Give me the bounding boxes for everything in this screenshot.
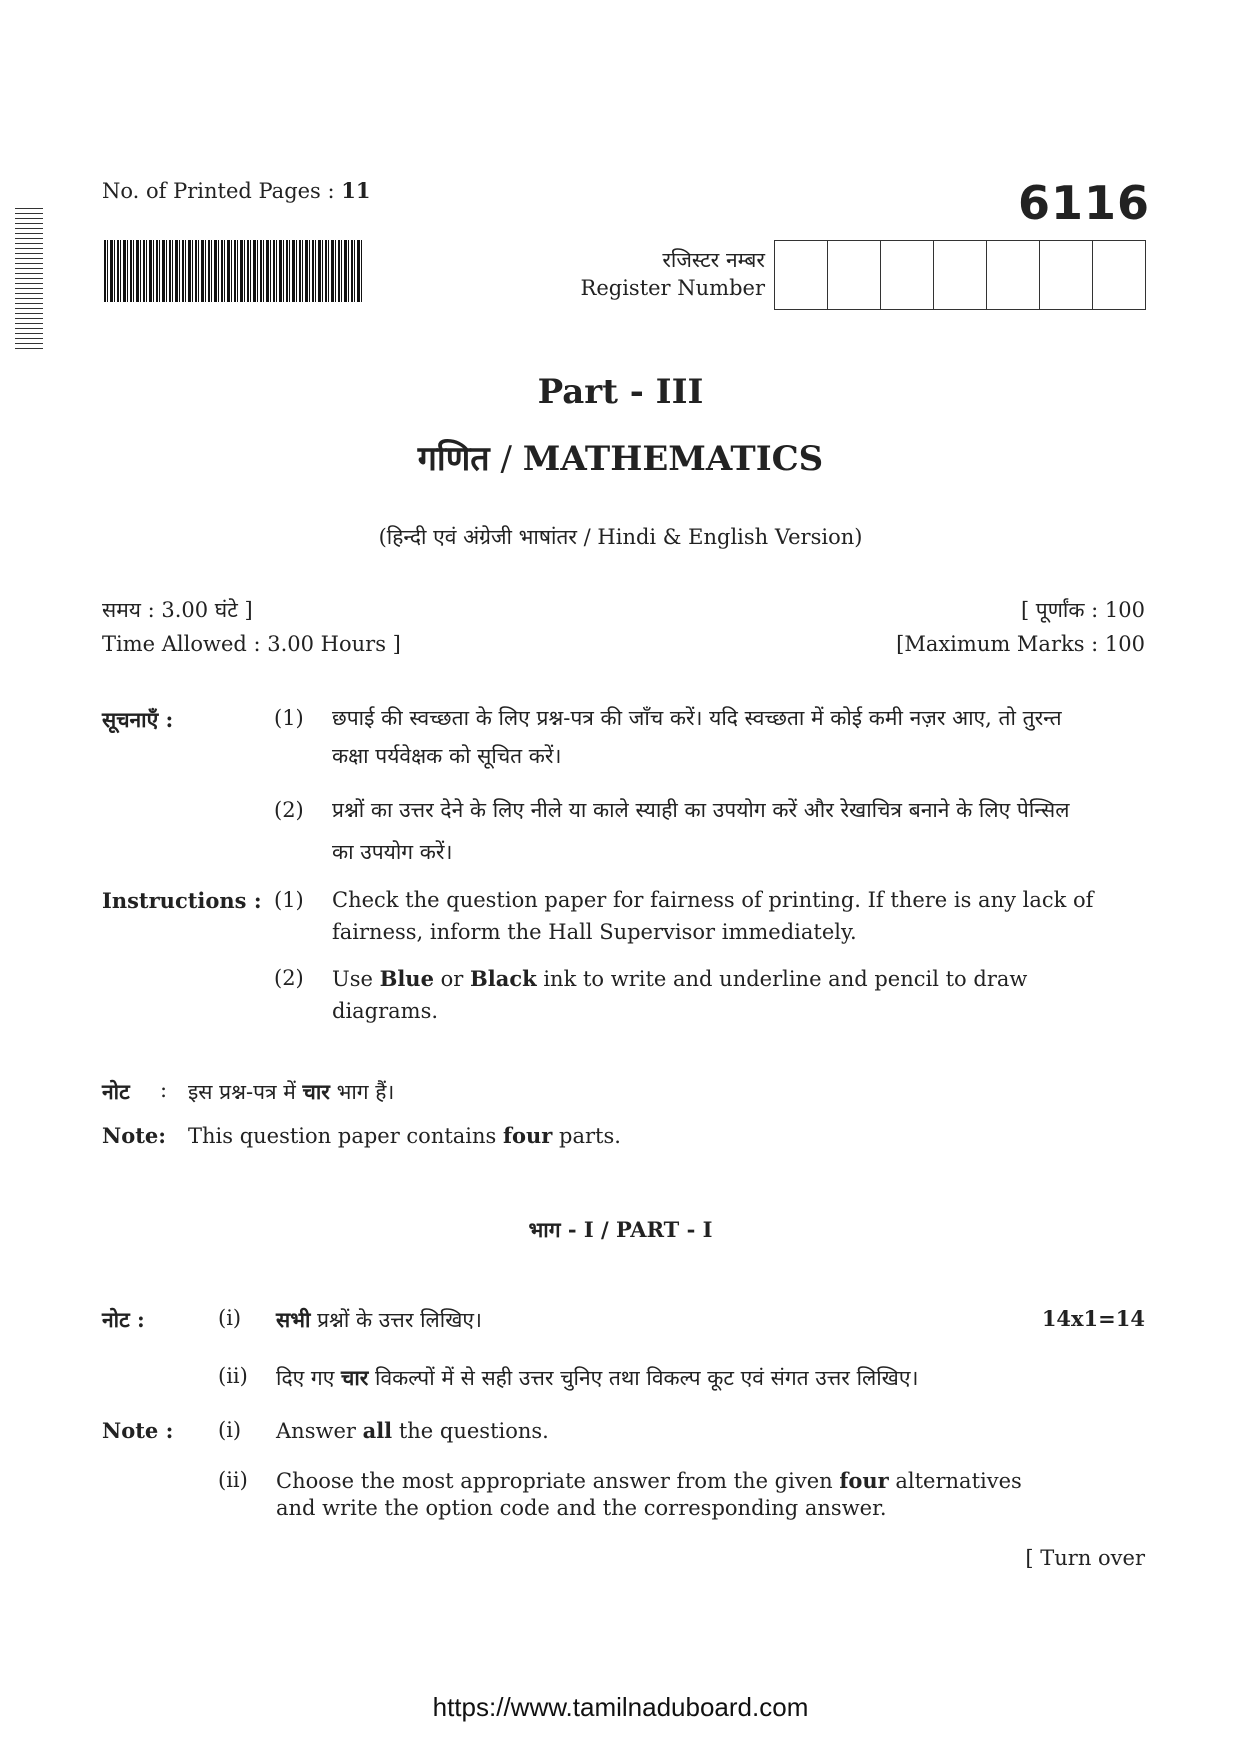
printed-pages: No. of Printed Pages : 11 xyxy=(102,178,371,203)
instr-hi-1-line2: कक्षा पर्यवेक्षक को सूचित करें। xyxy=(332,744,562,768)
instructions-hi-label: सूचनाएँ : xyxy=(102,707,174,732)
part1-note-hi-label: नोट : xyxy=(102,1307,145,1332)
instr-en-1-num: (1) xyxy=(274,888,304,912)
part1-marks: 14x1=14 xyxy=(1041,1306,1145,1331)
part1-heading: भाग - I / PART - I xyxy=(528,1217,713,1242)
paper-code: 6116 xyxy=(1018,176,1151,230)
register-label-en: Register Number xyxy=(580,276,765,300)
part1-en-2-line2: and write the option code and the corresponding answer. xyxy=(276,1496,887,1520)
part1-en-1-text: Answer all the questions. xyxy=(276,1418,549,1443)
instr-en-2-num: (2) xyxy=(274,966,304,990)
instr-hi-2-line2: का उपयोग करें। xyxy=(332,840,453,864)
register-label-hi: रजिस्टर नम्बर xyxy=(662,248,765,272)
register-digit-box[interactable] xyxy=(881,241,934,309)
part1-hi-1-num: (i) xyxy=(218,1306,242,1330)
register-digit-box[interactable] xyxy=(828,241,881,309)
note-hi-label: नोट xyxy=(102,1079,130,1104)
part1-en-2-line1: Choose the most appropriate answer from the given four alternatives xyxy=(276,1468,1022,1493)
version-line: (हिन्दी एवं अंग्रेजी भाषांतर / Hindi & English Version) xyxy=(378,525,863,549)
instr-en-2-line2: diagrams. xyxy=(332,999,439,1023)
marks-hi: [ पूर्णांक : 100 xyxy=(1020,598,1145,622)
part1-note-en-label: Note : xyxy=(102,1418,174,1443)
instr-en-1-line2: fairness, inform the Hall Supervisor immediately. xyxy=(332,920,857,944)
instr-hi-2-line1: प्रश्नों का उत्तर देने के लिए नीले या काले स्याही का उपयोग करें और रेखाचित्र बनाने के लिए पेन्सिल xyxy=(332,798,1070,822)
part1-en-1-num: (i) xyxy=(218,1418,242,1442)
time-hi: समय : 3.00 घंटे ] xyxy=(102,598,253,622)
register-number-boxes[interactable] xyxy=(774,240,1146,310)
note-en-label: Note: xyxy=(102,1123,167,1148)
register-digit-box[interactable] xyxy=(987,241,1040,309)
subject-title: गणित / MATHEMATICS xyxy=(417,439,824,479)
instructions-en-label: Instructions : xyxy=(102,888,262,913)
barcode xyxy=(104,240,362,302)
note-hi-text: इस प्रश्न-पत्र में चार भाग हैं। xyxy=(188,1079,395,1104)
instr-hi-1-num: (1) xyxy=(274,706,304,730)
register-digit-box[interactable] xyxy=(775,241,828,309)
turn-over: [ Turn over xyxy=(1025,1546,1145,1570)
register-digit-box[interactable] xyxy=(1093,241,1145,309)
instr-hi-2-num: (2) xyxy=(274,798,304,822)
part1-hi-2-text: दिए गए चार विकल्पों में से सही उत्तर चुनिए तथा विकल्प कूट एवं संगत उत्तर लिखिए। xyxy=(276,1365,919,1390)
instr-hi-1-line1: छपाई की स्वच्छता के लिए प्रश्न-पत्र की जाँच करें। यदि स्वच्छता में कोई कमी नज़र आए, तो तुरन्त xyxy=(332,706,1062,730)
marks-en: [Maximum Marks : 100 xyxy=(896,632,1145,656)
footer-url-link[interactable]: https://www.tamilnaduboard.com xyxy=(432,1692,809,1722)
instr-en-1-line1: Check the question paper for fairness of printing. If there is any lack of xyxy=(332,888,1094,912)
part1-hi-1-text: सभी प्रश्नों के उत्तर लिखिए। xyxy=(276,1307,482,1332)
instr-en-2-line1: Use Blue or Black ink to write and underline and pencil to draw xyxy=(332,966,1028,991)
note-hi-colon: : xyxy=(160,1078,168,1102)
time-en: Time Allowed : 3.00 Hours ] xyxy=(102,632,401,656)
part-title: Part - III xyxy=(537,372,704,412)
note-en-text: This question paper contains four parts. xyxy=(188,1123,621,1148)
part1-en-2-num: (ii) xyxy=(218,1468,248,1492)
register-digit-box[interactable] xyxy=(1040,241,1093,309)
side-barcode xyxy=(15,208,43,352)
part1-hi-2-num: (ii) xyxy=(218,1364,248,1388)
register-digit-box[interactable] xyxy=(934,241,987,309)
